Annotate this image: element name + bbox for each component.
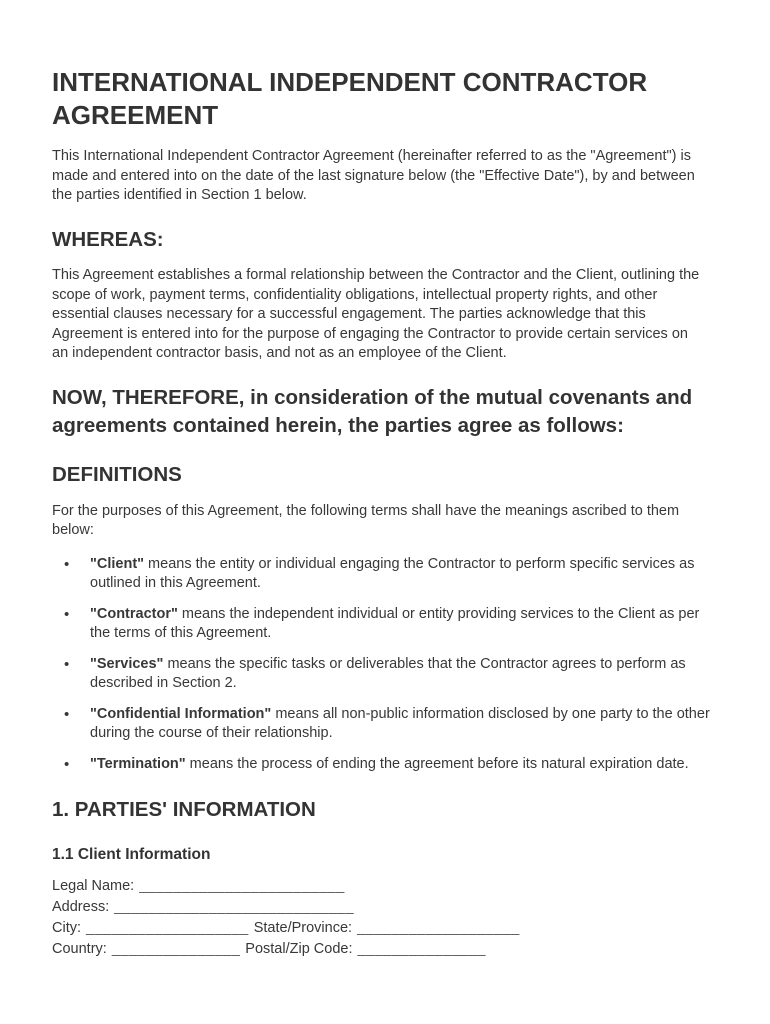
- country-blank[interactable]: _______________: [111, 941, 241, 958]
- whereas-paragraph: This Agreement establishes a formal relationship between the Contractor and the Client, outlining the scope of work, payment terms, confidentiality obligations, intellectual property rights, and other essential clauses necessary for a successful engagement. The parties acknowledge that this Agreement is entered into for the purpose of engaging the Contractor to provide certain services on an independent contractor basis, and not as an employee of the Client.: [52, 267, 700, 362]
- country-label: Country:: [52, 941, 107, 958]
- definition-term-client: "Client": [90, 555, 145, 572]
- city-blank[interactable]: ___________________: [86, 920, 249, 937]
- whereas-heading: WHEREAS:: [52, 227, 164, 251]
- address-blank[interactable]: ____________________________: [114, 899, 355, 916]
- definitions-heading: DEFINITIONS: [52, 463, 182, 487]
- state-province-blank[interactable]: ___________________: [357, 920, 520, 937]
- definition-term-confidential-information: "Confidential Information": [90, 705, 272, 722]
- legal-name-blank[interactable]: ________________________: [139, 878, 345, 895]
- legal-name-row: [52, 876, 718, 897]
- city-label: City:: [52, 920, 81, 937]
- address-row: [52, 897, 718, 918]
- definition-text-contractor: means the independent individual or entity providing services to the Client as per the terms of this Agreement.: [90, 605, 700, 642]
- city-state-row: [52, 918, 718, 939]
- definition-item-client: [52, 555, 718, 594]
- definition-text-client: means the entity or individual engaging the Contractor to perform specific services as outlined in this Agreement.: [90, 555, 695, 592]
- definition-item-confidential-information: [52, 705, 718, 744]
- definitions-list: [52, 555, 718, 775]
- client-information-subheading: 1.1 Client Information: [52, 845, 211, 863]
- state-province-label: State/Province:: [253, 920, 353, 937]
- country-postal-row: [52, 939, 718, 960]
- definition-term-contractor: "Contractor": [90, 605, 178, 622]
- definition-item-termination: [52, 755, 718, 775]
- postal-zip-code-label: Postal/Zip Code:: [245, 941, 353, 958]
- definitions-lead-paragraph: For the purposes of this Agreement, the following terms shall have the meanings ascribed to them below:: [52, 502, 680, 539]
- definition-term-termination: "Termination": [90, 755, 186, 772]
- intro-paragraph: This International Independent Contractor Agreement (hereinafter referred to as the "Agreement") is made and entered into on the date of the last signature below (the "Effective Date"), by and between the parties identified in Section 1 below.: [52, 148, 695, 203]
- parties-information-heading: 1. PARTIES' INFORMATION: [52, 798, 316, 822]
- document-title: INTERNATIONAL INDEPENDENT CONTRACTOR AGREEMENT: [52, 67, 648, 130]
- now-therefore-heading: NOW, THEREFORE, in consideration of the mutual covenants and agreements contained herein, the parties agree as follows:: [52, 385, 693, 438]
- address-label: Address:: [52, 899, 110, 916]
- definition-text-termination: means the process of ending the agreement before its natural expiration date.: [185, 755, 689, 772]
- definition-term-services: "Services": [90, 655, 164, 672]
- legal-name-label: Legal Name:: [52, 878, 135, 895]
- definition-text-confidential-information: means all non-public information disclosed by one party to the other during the course of their relationship.: [90, 705, 710, 742]
- definition-text-services: means the specific tasks or deliverables that the Contractor agrees to perform as described in Section 2.: [90, 655, 686, 692]
- definition-item-contractor: [52, 605, 718, 644]
- definition-item-services: [52, 655, 718, 694]
- postal-zip-code-blank[interactable]: _______________: [357, 941, 486, 958]
- client-information-form: [52, 876, 718, 960]
